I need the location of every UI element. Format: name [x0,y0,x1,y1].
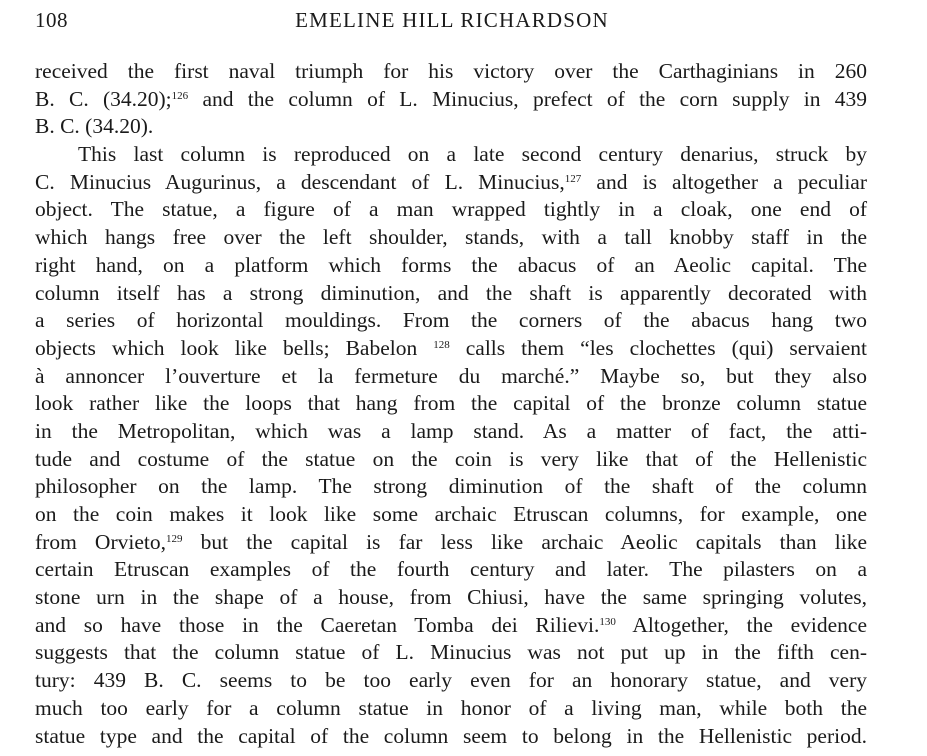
text-line: certain Etruscan examples of the fourth century and later. The pilasters on a [35,557,867,582]
text-line: received the first naval triumph for his victory over the Carthaginians in 260 [35,59,867,83]
text-line: B. C. (34.20). [35,114,154,139]
text-line: from Orvieto,$^{129}$ but the capital is far less like archaic Aeolic capitals than like [35,529,867,554]
text-line: B. C. (34.20);$^{126}$ and the column of L. Minucius, prefect of the corn supply in 439 [35,86,867,111]
text-line: which hangs free over the left shoulder, stands, with a tall knobby staff in the [35,225,867,250]
body-text [35,58,867,750]
text-line: C. Minucius Augurinus, a descendant of L. Minucius,$^{127}$ and is altogether a peculiar [35,169,867,194]
footnote-reference: 126 [171,89,189,102]
text-line: in the Metropolitan, which was a lamp stand. As a matter of fact, the atti- [35,418,867,443]
text-line: look rather like the loops that hang from the capital of the bronze column statue [35,391,867,416]
text-line: suggests that the column statue of L. Minucius was not put up in the fifth cen- [35,640,867,665]
text-line: This last column is reproduced on a late second century denarius, struck by [78,142,867,167]
running-title: EMELINE HILL RICHARDSON [295,8,609,32]
text-line: statue type and the capital of the column seem to belong in the Hellenistic period. [35,723,867,748]
text-line: stone urn in the shape of a house, from Chiusi, have the same springing volutes, [35,585,867,610]
running-head [35,8,869,36]
text-line: column itself has a strong diminution, and the shaft is apparently decorated with [35,280,867,305]
page-number: 108 [35,8,68,32]
text-line: object. The statue, a figure of a man wrapped tightly in a cloak, one end of [35,197,867,222]
footnote-reference: 127 [564,172,582,185]
text-line: objects which look like bells; Babelon $^{128}$ calls them “les clochettes (qui) servaient [35,335,867,360]
footnote-reference: 128 [433,338,450,351]
text-line: philosopher on the lamp. The strong diminution of the shaft of the column [35,474,867,499]
text-line: and so have those in the Caeretan Tomba dei Rilievi.$^{130}$ Altogether, the evidence [35,612,867,637]
text-line: tury: 439 B. C. seems to be too early even for an honorary statue, and very [35,668,867,693]
text-line: a series of horizontal mouldings. From the corners of the abacus hang two [35,308,867,333]
footnote-reference: 129 [165,532,183,545]
text-line: tude and costume of the statue on the coin is very like that of the Hellenistic [35,446,867,471]
text-line: much too early for a column statue in honor of a living man, while both the [35,695,867,720]
text-line: à annoncer l’ouverture et la fermeture du marché.” Maybe so, but they also [35,363,867,388]
footnote-reference: 130 [599,615,616,628]
text-line: on the coin makes it look like some archaic Etruscan columns, for example, one [35,502,867,526]
text-line: right hand, on a platform which forms the abacus of an Aeolic capital. The [35,252,867,277]
